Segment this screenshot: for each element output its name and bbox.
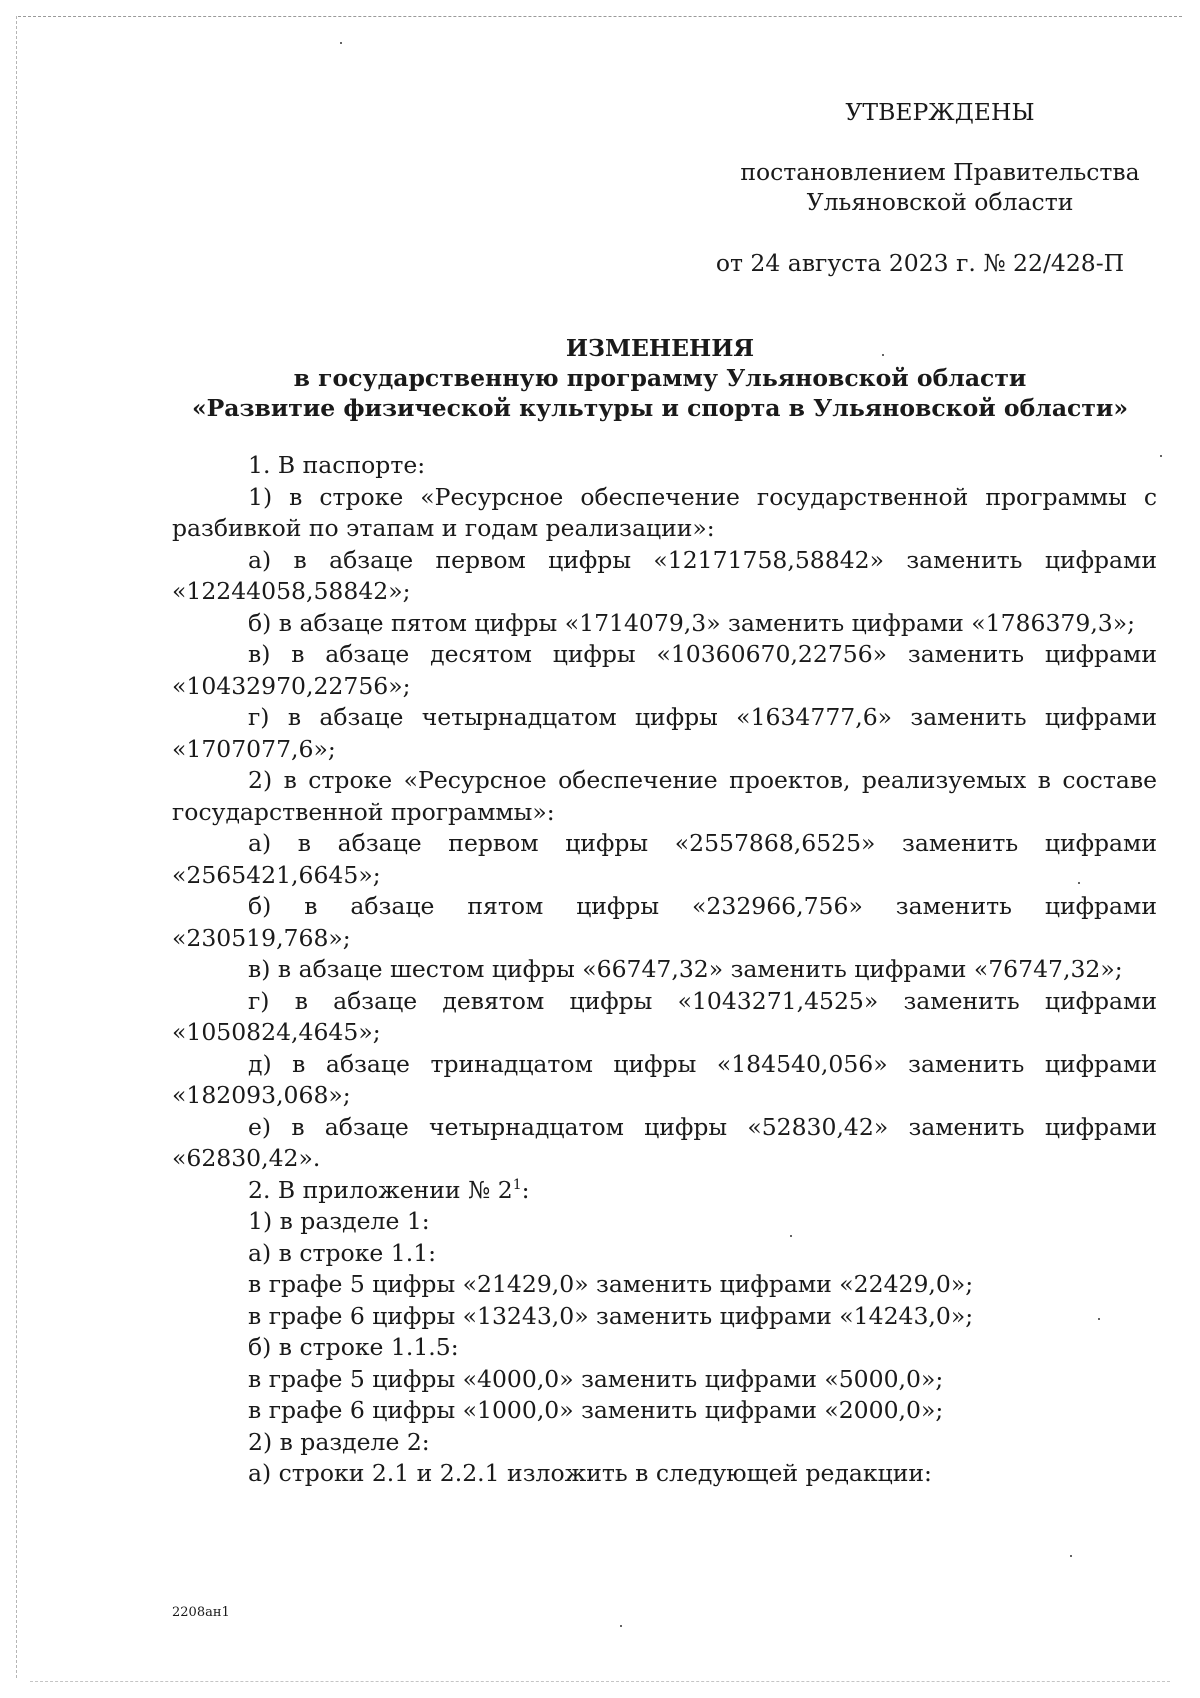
paragraph-text: 2. В приложении № 2 [248, 1175, 513, 1204]
scan-speck [1070, 1555, 1072, 1557]
paragraph: б) в абзаце пятом цифры «232966,756» заменить цифрами «230519,768»; [172, 892, 1157, 952]
paragraph: а) в абзаце первом цифры «2557868,6525» заменить цифрами «2565421,6645»; [172, 829, 1157, 889]
paragraph: 1. В паспорте: [248, 451, 426, 479]
document-heading [160, 333, 1160, 423]
paragraph [172, 1175, 1157, 1207]
paragraph: 2) в разделе 2: [248, 1427, 430, 1456]
paragraph: 1) в строке «Ресурсное обеспечение государственной программы с разбивкой по этапам и годам реализации»: [172, 482, 1157, 542]
paragraph: а) в строке 1.1: [248, 1238, 437, 1267]
paragraph: д) в абзаце тринадцатом цифры «184540,056» заменить цифрами «182093,068»; [172, 1049, 1157, 1109]
approval-title: УТВЕРЖДЕНЫ [845, 98, 1035, 126]
paragraph: в графе 6 цифры «13243,0» заменить цифрами «14243,0»; [248, 1301, 974, 1330]
document-code: 2208ан1 [172, 1605, 230, 1620]
scan-speck [340, 42, 342, 44]
document-body [172, 450, 1157, 1490]
paragraph: а) строки 2.1 и 2.2.1 изложить в следующей редакции: [248, 1459, 932, 1487]
paragraph: б) в строке 1.1.5: [248, 1333, 459, 1361]
paragraph: б) в абзаце пятом цифры «1714079,3» заменить цифрами «1786379,3»; [248, 608, 1136, 637]
paragraph: е) в абзаце четырнадцатом цифры «52830,42» заменить цифрами «62830,42». [172, 1112, 1157, 1172]
paragraph: г) в абзаце четырнадцатом цифры «1634777,6» заменить цифрами «1707077,6»; [172, 703, 1157, 763]
paragraph: в графе 5 цифры «21429,0» заменить цифрами «22429,0»; [248, 1270, 974, 1298]
scan-edge-left [16, 16, 17, 1678]
paragraph: в) в абзаце десятом цифры «10360670,22756» заменить цифрами «10432970,22756»; [172, 640, 1157, 700]
paragraph: в) в абзаце шестом цифры «66747,32» заменить цифрами «76747,32»; [248, 955, 1123, 983]
heading-program-name: «Развитие физической культуры и спорта в Ульяновской области» [191, 394, 1129, 422]
paragraph: в графе 6 цифры «1000,0» заменить цифрами «2000,0»; [248, 1396, 944, 1424]
superscript: 1 [512, 1176, 522, 1193]
heading-title: ИЗМЕНЕНИЯ [565, 334, 755, 362]
paragraph: г) в абзаце девятом цифры «1043271,4525» заменить цифрами «1050824,4645»; [172, 986, 1157, 1046]
approval-issuer-line: постановлением Правительства [740, 158, 1140, 186]
scan-edge-bottom [30, 1681, 1170, 1682]
scan-edge-top [18, 16, 1182, 17]
approval-issuer [730, 157, 1150, 217]
scan-speck [620, 1625, 622, 1627]
paragraph: 1) в разделе 1: [248, 1207, 430, 1235]
paragraph: а) в абзаце первом цифры «12171758,58842» заменить цифрами «12244058,58842»; [172, 545, 1157, 605]
heading-subtitle: в государственную программу Ульяновской области [293, 364, 1027, 392]
approval-date: от 24 августа 2023 г. № 22/428-П [715, 249, 1125, 277]
paragraph-text: : [521, 1175, 530, 1204]
approval-issuer-line: Ульяновской области [806, 188, 1074, 216]
paragraph: в графе 5 цифры «4000,0» заменить цифрами «5000,0»; [248, 1364, 944, 1393]
paragraph: 2) в строке «Ресурсное обеспечение проектов, реализуемых в составе государственной программы»: [172, 766, 1157, 826]
scan-speck [1160, 455, 1162, 457]
